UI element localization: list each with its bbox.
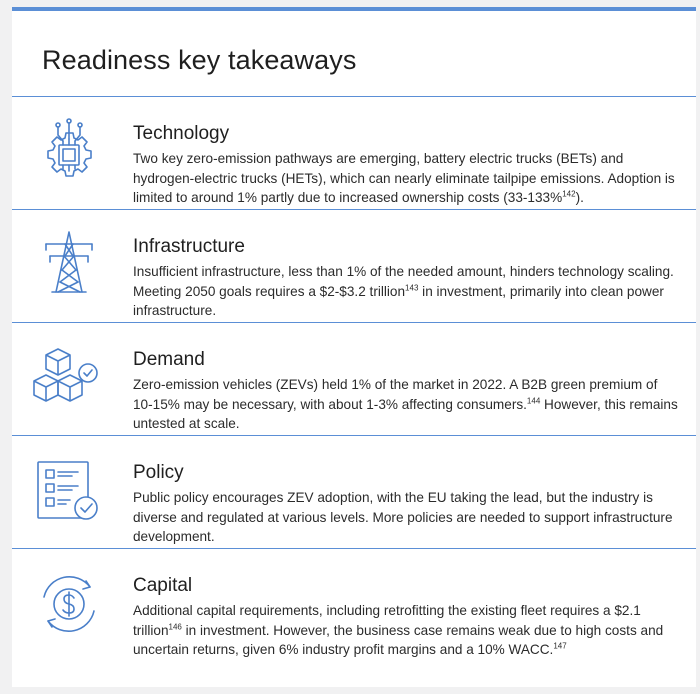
section-infrastructure [12, 210, 696, 322]
body-text: in investment. However, the business case remains weak due to high costs and uncertain returns, given 6% industry profit margins and a 10% WACC. [133, 622, 664, 657]
body-text: Zero-emission vehicles (ZEVs) held 1% of the market in 2022. A B2B green premium of 10-15% may be necessary, with about 1-3% affecting consumers. [133, 377, 658, 412]
body-text: Insufficient infrastructure, less than 1% of the needed amount, hinders technology scaling. Meeting 2050 goals requires a $2-$3.2 trillion [133, 264, 674, 299]
body-text: However, this remains untested at scale. [133, 396, 678, 431]
section-body [133, 262, 678, 321]
section-body [133, 488, 678, 547]
stacked-cubes-check-icon [32, 341, 106, 415]
takeaways-card [12, 7, 696, 687]
section-body [133, 601, 678, 660]
footnote-ref: 143 [405, 282, 419, 292]
section-body [133, 375, 678, 434]
section-body [133, 149, 678, 208]
section-policy [12, 436, 696, 548]
body-text: ). [575, 190, 584, 205]
body-text: Public policy encourages ZEV adoption, with the EU taking the lead, but the industry is diverse and regulated at various levels. More policies are needed to support infrastructure development. [133, 490, 673, 544]
footnote-ref: 146 [168, 621, 182, 631]
footnote-ref: 147 [553, 641, 567, 651]
checklist-document-icon [32, 454, 106, 528]
footnote-ref: 142 [562, 189, 576, 199]
section-title: Capital [133, 575, 193, 596]
power-tower-icon [32, 226, 106, 300]
body-text: in investment, primarily into clean power infrastructure. [133, 283, 664, 318]
dollar-cycle-icon [32, 567, 106, 641]
footnote-ref: 144 [526, 395, 541, 405]
section-technology [12, 97, 696, 209]
page-title: Readiness key takeaways [42, 45, 357, 75]
section-title: Infrastructure [133, 236, 245, 257]
body-text: Additional capital requirements, including retrofitting the existing fleet requires a $2.1 trillion [133, 603, 641, 638]
section-demand [12, 323, 696, 435]
section-title: Demand [133, 349, 205, 370]
section-title: Policy [133, 462, 184, 483]
section-title: Technology [133, 123, 230, 144]
body-text: Two key zero-emission pathways are emerging, battery electric trucks (BETs) and hydrogen-electric trucks (HETs), which can nearly eliminate tailpipe emissions. Adoption is limited to around 1% partly due to increased ownership costs (33-133% [133, 151, 675, 205]
section-capital [12, 549, 696, 687]
chip-gear-icon [32, 115, 106, 189]
